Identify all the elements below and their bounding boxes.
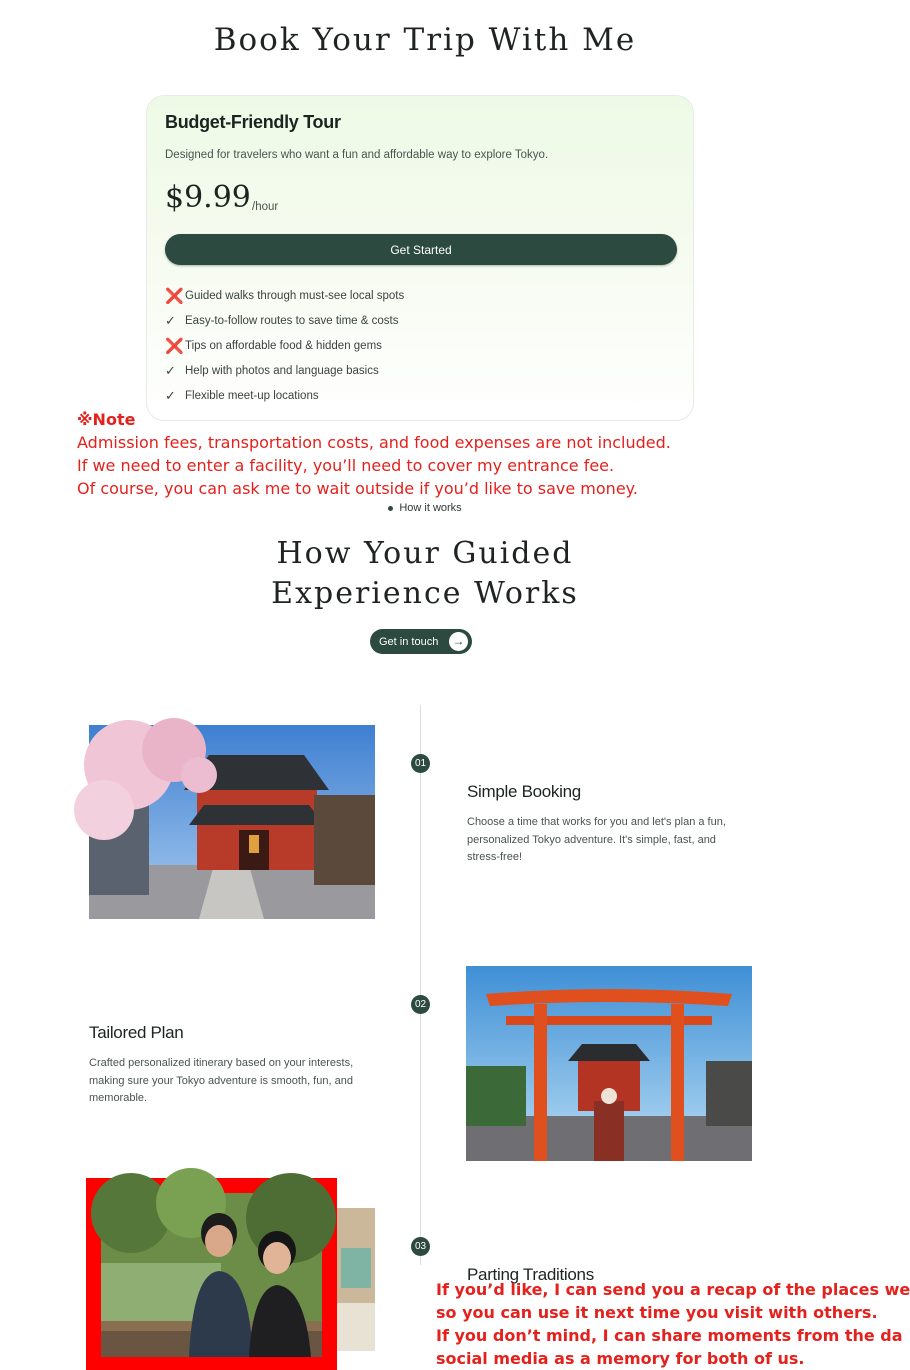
plan-description: Designed for travelers who want a fun and affordable way to explore Tokyo.: [165, 149, 549, 161]
torii-illustration: [466, 966, 752, 1161]
senso-ji-temple-photo: [89, 725, 375, 919]
recap-note-line: so you can use it next time you visit with others.: [436, 1303, 878, 1322]
note-line: If we need to enter a facility, you’ll need to cover my entrance fee.: [77, 456, 615, 475]
feature-text: Easy-to-follow routes to save time & costs: [185, 315, 399, 327]
note-title: ※Note: [77, 410, 136, 429]
arrow-right-icon: →: [449, 632, 468, 651]
note-line: Of course, you can ask me to wait outside if you’d like to save money.: [77, 479, 638, 498]
check-icon: ✓: [165, 363, 176, 378]
get-started-button[interactable]: Get Started: [165, 234, 677, 265]
section-title: [0, 534, 850, 614]
recap-note-line: If you don’t mind, I can share moments from the da: [436, 1326, 903, 1345]
temple-illustration: [89, 725, 375, 919]
step-number-badge: 02: [411, 995, 430, 1014]
page-title: Book Your Trip With Me: [213, 22, 637, 58]
step-title: Simple Booking: [467, 782, 581, 801]
timeline-line: [420, 705, 421, 1265]
cross-mark-icon: ❌: [165, 288, 184, 305]
note-line: Admission fees, transportation costs, and food expenses are not included.: [77, 433, 671, 452]
torii-gate-photo: [466, 966, 752, 1161]
recap-note-line: social media as a memory for both of us.: [436, 1349, 805, 1368]
feature-item: [165, 336, 382, 356]
gift-photo-partial: [337, 1208, 375, 1351]
feature-item: [165, 286, 404, 306]
how-it-works-badge: [0, 502, 850, 514]
guide-selfie-photo: [101, 1193, 322, 1357]
bullet-dot-icon: [388, 506, 393, 511]
get-in-touch-button[interactable]: [370, 629, 472, 654]
feature-item: [165, 311, 398, 331]
section-title-line: How Your Guided: [276, 536, 574, 571]
step-description: Crafted personalized itinerary based on your interests, making sure your Tokyo adventure is smooth, fun, and memorable.: [89, 1057, 354, 1104]
selfie-illustration: [101, 1193, 322, 1357]
step-number-badge: 01: [411, 754, 430, 773]
feature-text: Flexible meet-up locations: [185, 390, 319, 402]
step-title: Tailored Plan: [89, 1023, 184, 1042]
plan-name: Budget-Friendly Tour: [165, 112, 341, 132]
pricing-card: [146, 95, 694, 421]
badge-label: How it works: [399, 502, 462, 514]
step-description: Choose a time that works for you and let's plan a fun, personalized Tokyo adventure. It's simple, fast, and stress-free!: [467, 816, 726, 863]
check-icon: ✓: [165, 313, 176, 328]
cross-mark-icon: ❌: [165, 338, 184, 355]
recap-note-line: If you’d like, I can send you a recap of the places we: [436, 1280, 910, 1299]
feature-text: Guided walks through must-see local spots: [185, 290, 405, 302]
feature-text: Help with photos and language basics: [185, 365, 379, 377]
gift-illustration: [337, 1208, 375, 1351]
step-title: Parting Traditions: [467, 1265, 594, 1284]
check-icon: ✓: [165, 388, 176, 403]
get-in-touch-label: Get in touch: [379, 635, 439, 648]
section-title-line: Experience Works: [271, 576, 579, 611]
feature-text: Tips on affordable food & hidden gems: [185, 340, 382, 352]
plan-price: $9.99: [165, 180, 251, 215]
feature-item: [165, 386, 319, 406]
feature-item: [165, 361, 379, 381]
plan-price-unit: /hour: [252, 201, 279, 213]
step-number-badge: 03: [411, 1237, 430, 1256]
